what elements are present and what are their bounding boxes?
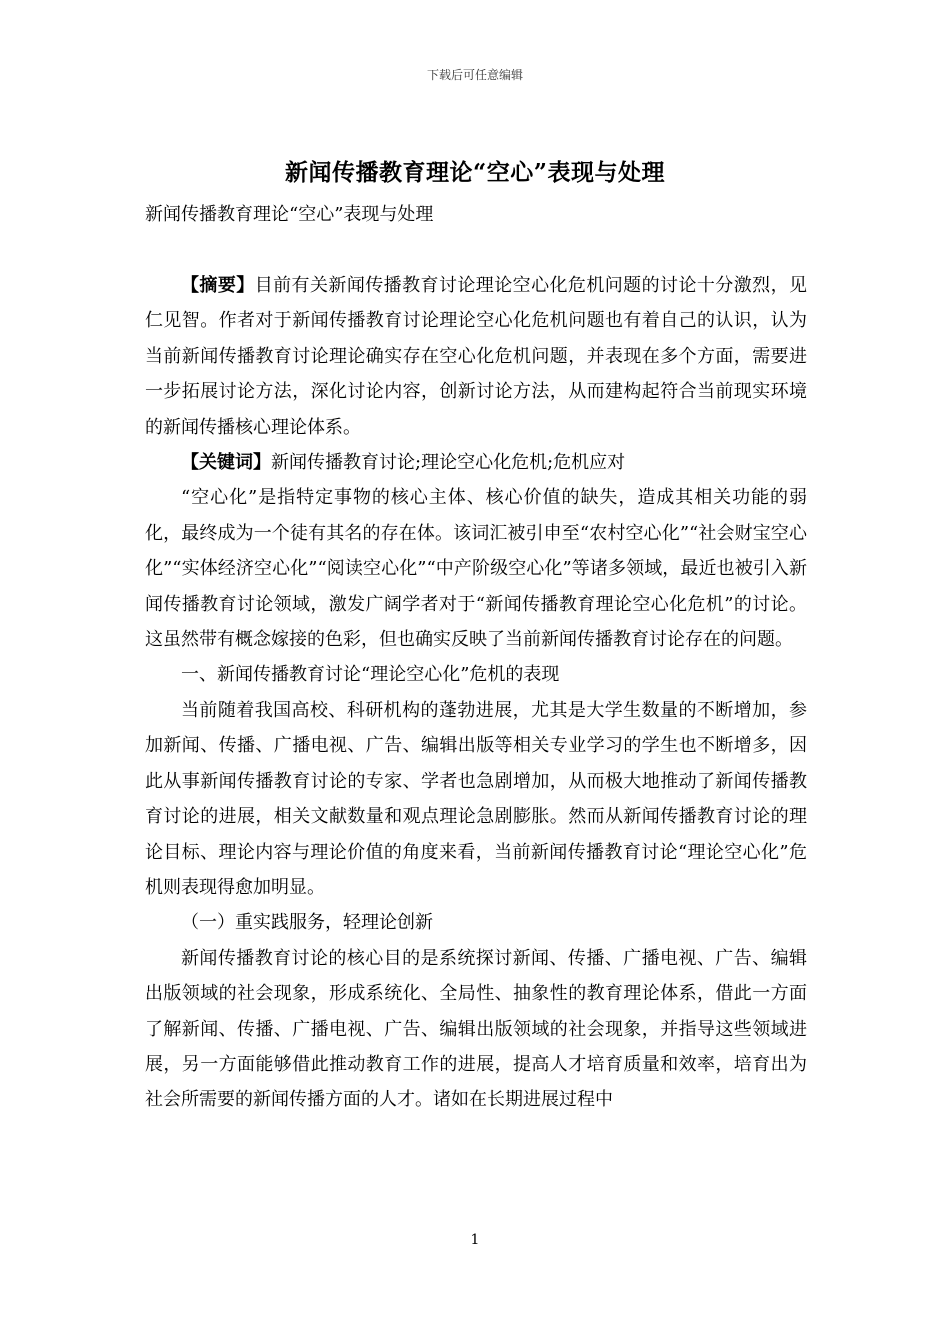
abstract-text: 目前有关新闻传播教育讨论理论空心化危机问题的讨论十分激烈，见仁见智。作者对于新闻传播教育讨论理论空心化危机问题也有着自己的认识，认为当前新闻传播教育讨论理论确实存在空心化危机问题，并表现在多个方面，需要进一步拓展讨论方法，深化讨论内容，创新讨论方法，从而建构起符合当前现实环境的新闻传播核心理论体系。: [145, 275, 808, 438]
subsection-heading: （一）重实践服务，轻理论创新: [181, 912, 433, 934]
page-number: 1: [470, 1232, 480, 1248]
section-heading: 一、新闻传播教育讨论“理论空心化”危机的表现: [181, 664, 560, 686]
abstract-paragraph: [145, 268, 807, 445]
keywords-paragraph: [145, 445, 807, 480]
body-paragraph: 当前随着我国高校、科研机构的蓬勃进展，尤其是大学生数量的不断增加，参加新闻、传播、广播电视、广告、编辑出版等相关专业学习的学生也不断增多，因此从事新闻传播教育讨论的专家、学者也急剧增加，从而极大地推动了新闻传播教育讨论的进展，相关文献数量和观点理论急剧膨胀。然而从新闻传播教育讨论的理论目标、理论内容与理论价值的角度来看，当前新闻传播教育讨论“理论空心化”危机则表现得愈加明显。: [145, 699, 807, 898]
abstract-label: 【摘要】: [181, 275, 255, 296]
document-subtitle: 新闻传播教育理论“空心”表现与处理: [145, 204, 434, 225]
document-title: 新闻传播教育理论“空心”表现与处理: [285, 159, 665, 186]
document-body: [145, 268, 807, 1118]
keywords-label: 【关键词】: [181, 452, 271, 474]
page-header-note: 下载后可任意编辑: [426, 68, 523, 82]
body-paragraph: 新闻传播教育讨论的核心目的是系统探讨新闻、传播、广播电视、广告、编辑出版领域的社会现象，形成系统化、全局性、抽象性的教育理论体系，借此一方面了解新闻、传播、广播电视、广告、编辑出版领域的社会现象，并指导这些领域进展，另一方面能够借此推动教育工作的进展，提高人才培育质量和效率，培育出为社会所需要的新闻传播方面的人才。诸如在长期进展过程中: [145, 947, 807, 1111]
keywords-text: 新闻传播教育讨论;理论空心化危机;危机应对: [271, 452, 626, 474]
body-paragraph: “空心化”是指特定事物的核心主体、核心价值的缺失，造成其相关功能的弱化，最终成为一个徒有其名的存在体。该词汇被引申至“农村空心化”“社会财宝空心化”“实体经济空心化”“阅读空心化”“中产阶级空心化”等诸多领域，最近也被引入新闻传播教育讨论领域，激发广阔学者对于“新闻传播教育理论空心化危机”的讨论。这虽然带有概念嫁接的色彩，但也确实反映了当前新闻传播教育讨论存在的问题。: [145, 487, 807, 651]
